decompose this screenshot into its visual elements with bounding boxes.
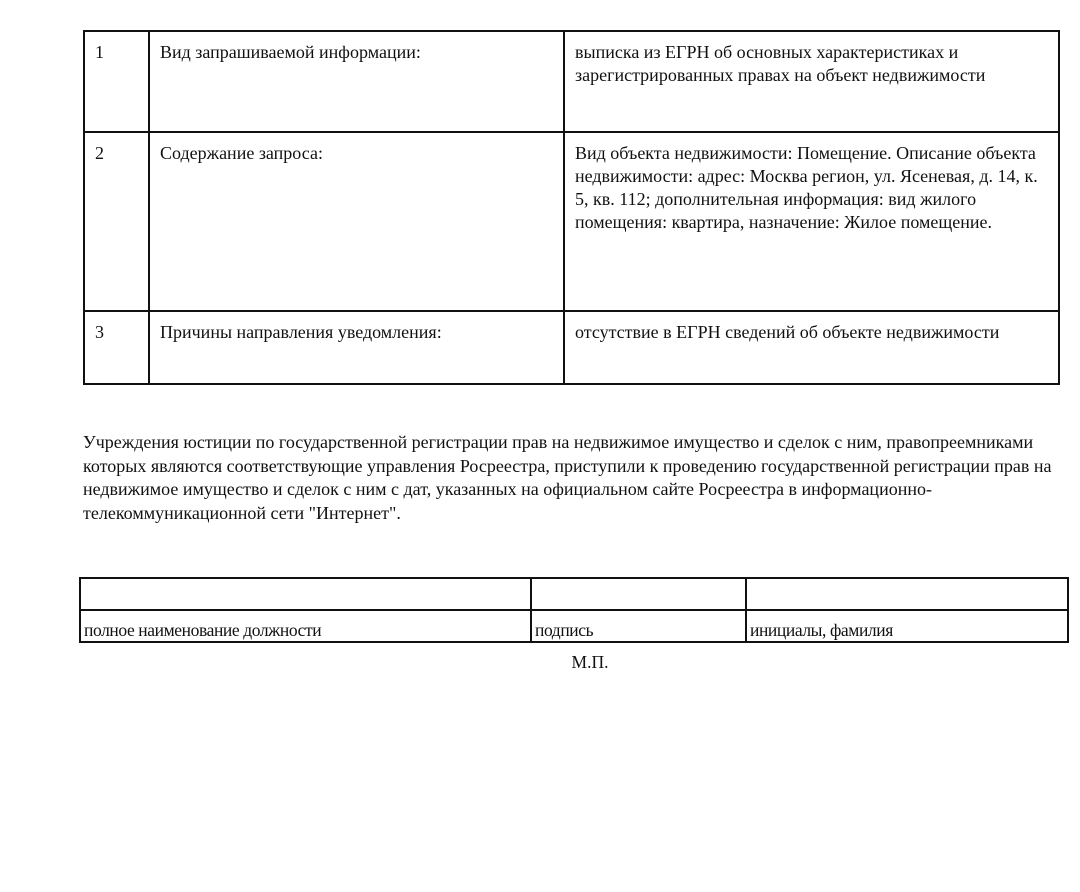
table-row — [84, 31, 1059, 132]
name-field — [746, 578, 1068, 610]
name-caption: инициалы, фамилия — [746, 610, 1068, 642]
table-row — [84, 132, 1059, 311]
row-label: Содержание запроса: — [149, 132, 564, 311]
signature-blank-row — [80, 578, 1068, 610]
row-number: 1 — [84, 31, 149, 132]
position-field — [80, 578, 531, 610]
stamp-place-label: М.П. — [571, 652, 609, 672]
signature-table — [79, 577, 1069, 643]
table-row — [84, 311, 1059, 384]
position-caption: полное наименование должности — [80, 610, 531, 642]
signature-caption: подпись — [531, 610, 746, 642]
row-value: отсутствие в ЕГРН сведений об объекте недвижимости — [564, 311, 1059, 384]
signature-field — [531, 578, 746, 610]
row-value: выписка из ЕГРН об основных характеристиках и зарегистрированных правах на объект недвижимости — [564, 31, 1059, 132]
row-label: Вид запрашиваемой информации: — [149, 31, 564, 132]
info-paragraph: Учреждения юстиции по государственной регистрации прав на недвижимое имущество и сделок с ним, правопреемниками которых являются соответствующие управления Росреестра, приступили к проведению государственной регистрации прав на недвижимое имущество и сделок с ним с дат, указанных на официальном сайте Росреестра в информационно-телекоммуникационной сети "Интернет". — [83, 432, 1052, 523]
row-number: 3 — [84, 311, 149, 384]
row-label: Причины направления уведомления: — [149, 311, 564, 384]
row-value: Вид объекта недвижимости: Помещение. Описание объекта недвижимости: адрес: Москва регион, ул. Ясеневая, д. 14, к. 5, кв. 112; дополнительная информация: вид жилого помещения: квартира, назначение: Жилое помещение. — [564, 132, 1059, 311]
signature-caption-row — [80, 610, 1068, 642]
request-details-table — [83, 30, 1060, 385]
row-number: 2 — [84, 132, 149, 311]
